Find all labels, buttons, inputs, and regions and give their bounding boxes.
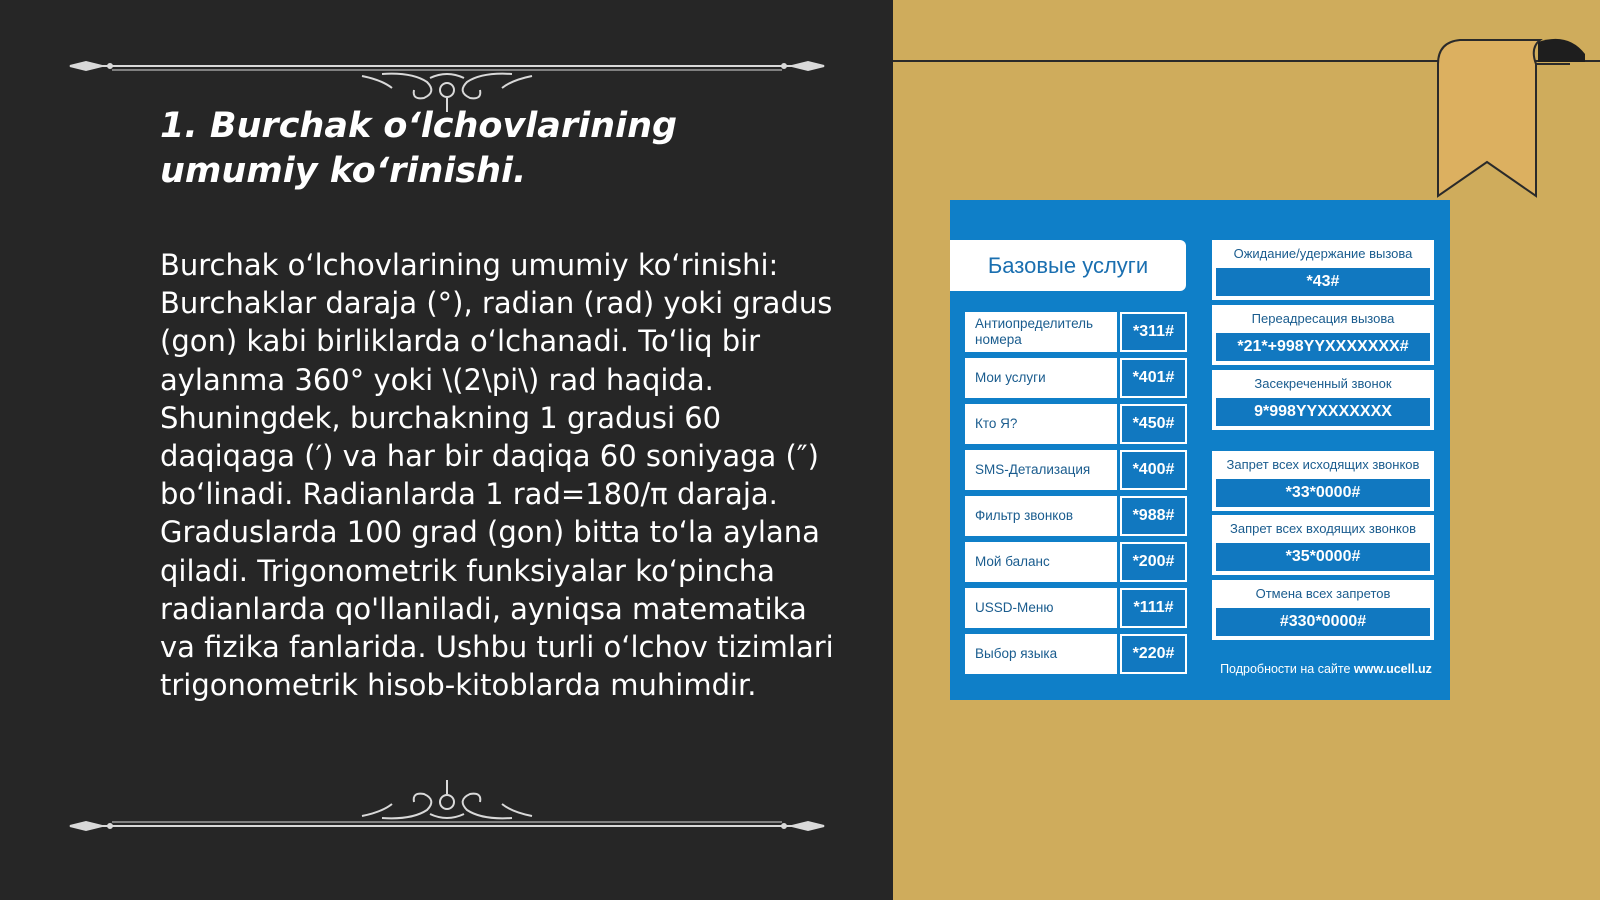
command-label: Запрет всех входящих звонков (1229, 521, 1417, 536)
command-box (1212, 451, 1434, 511)
service-name: USSD-Меню (965, 588, 1117, 628)
command-label: Засекреченный звонок (1254, 376, 1392, 391)
service-code: *311# (1120, 312, 1187, 352)
command-label: Запрет всех исходящих звонков (1226, 457, 1420, 472)
ucell-services-card (950, 200, 1450, 700)
service-code: *200# (1120, 542, 1187, 582)
bottom-ornament (62, 776, 832, 842)
command-label: Отмена всех запретов (1255, 586, 1391, 601)
service-name: Мои услуги (965, 358, 1117, 398)
service-name: Мой баланс (965, 542, 1117, 582)
command-code: *33*0000# (1216, 479, 1430, 507)
command-code: *21*+998YYXXXXXXX# (1216, 333, 1430, 361)
slide-body-text: Burchak o‘lchovlarining umumiy ko‘rinishi: Burchaklar daraja (°), radian (rad) yoki gradus (gon) kabi birliklarda o‘lchanadi. To‘liq bir aylanma 360° yoki \(2\pi\) rad haqida. Shuningdek, burchakning 1 gradusi 60 daqiqaga (′) va har bir daqiqa 60 soniyaga (″) bo‘linadi. Radianlarda 1 rad=180/π daraja. Graduslarda 100 grad (gon) bitta to‘la aylana qiladi. Trigonometrik funksiyalar ko‘pincha radianlarda qo'llaniladi, ayniqsa matematika va fizika fanlarida. Ushbu turli o‘lchov tizimlari trigonometrik hisob-kitoblarda muhimdir. (160, 248, 834, 703)
service-row (965, 404, 1187, 444)
service-name: Антиопределитель номера (965, 312, 1117, 352)
card-header: Базовые услуги (950, 240, 1186, 291)
service-name: SMS-Детализация (965, 450, 1117, 490)
command-box (1212, 305, 1434, 365)
service-row (965, 634, 1187, 674)
command-label: Переадресация вызова (1251, 311, 1395, 326)
command-code: #330*0000# (1216, 608, 1430, 636)
slide-title: 1. Burchak o‘lchovlarining umumiy ko‘rinishi. (160, 106, 678, 191)
service-row (965, 496, 1187, 536)
command-box (1212, 370, 1434, 430)
card-footer (1212, 662, 1440, 676)
service-name: Выбор языка (965, 634, 1117, 674)
service-row (965, 542, 1187, 582)
command-box (1212, 580, 1434, 640)
footer-site-link: www.ucell.uz (1353, 662, 1432, 676)
command-label: Ожидание/удержание вызова (1233, 246, 1413, 261)
bookmark-ribbon-icon (1430, 34, 1600, 200)
service-row (965, 450, 1187, 490)
service-row (965, 312, 1187, 352)
service-row (965, 588, 1187, 628)
command-code: 9*998YYXXXXXXX (1216, 398, 1430, 426)
service-code: *220# (1120, 634, 1187, 674)
command-code: *43# (1216, 268, 1430, 296)
service-name: Кто Я? (965, 404, 1117, 444)
service-code: *111# (1120, 588, 1187, 628)
service-row (965, 358, 1187, 398)
service-code: *401# (1120, 358, 1187, 398)
service-name: Фильтр звонков (965, 496, 1117, 536)
service-code: *988# (1120, 496, 1187, 536)
service-code: *450# (1120, 404, 1187, 444)
command-code: *35*0000# (1216, 543, 1430, 571)
service-code: *400# (1120, 450, 1187, 490)
command-box (1212, 515, 1434, 575)
footer-text: Подробности на сайте (1220, 662, 1351, 676)
command-box (1212, 240, 1434, 300)
